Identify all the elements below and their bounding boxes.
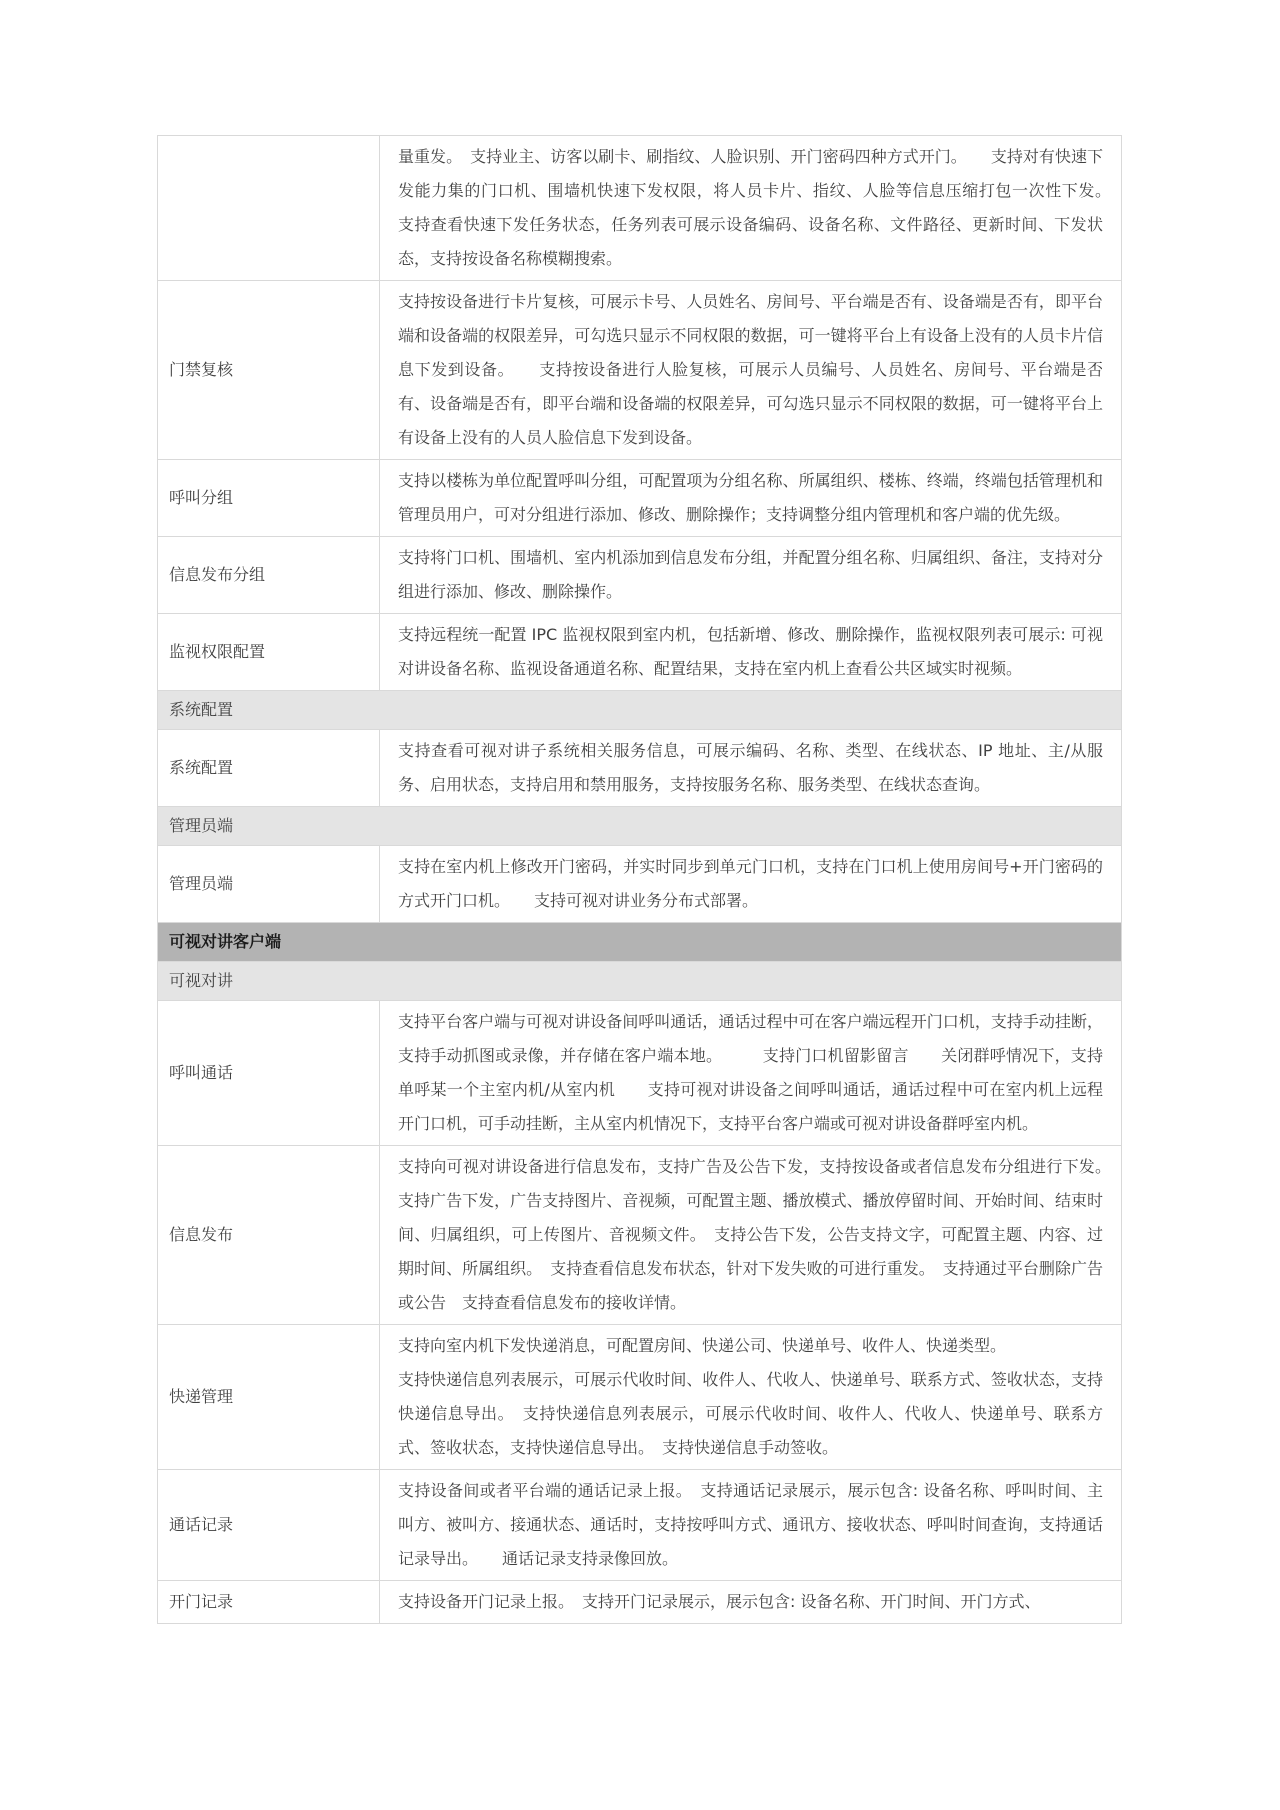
feature-desc-paragraph: 支持将门口机、围墙机、室内机添加到信息发布分组，并配置分组名称、归属组织、备注，支持对分组进行添加、修改、删除操作。 <box>398 548 1103 601</box>
feature-row <box>158 460 1122 537</box>
feature-row <box>158 1146 1122 1325</box>
feature-desc-paragraph: 支持设备开门记录上报。 支持开门记录展示，展示包含: 设备名称、开门时间、开门方式、 <box>398 1592 1041 1611</box>
feature-row <box>158 537 1122 614</box>
feature-row <box>158 1325 1122 1470</box>
feature-name-cell: 通话记录 <box>158 1470 380 1581</box>
section-header-row <box>158 923 1122 962</box>
feature-name-cell: 门禁复核 <box>158 281 380 460</box>
feature-desc-cell <box>380 537 1122 614</box>
feature-name-cell: 监视权限配置 <box>158 614 380 691</box>
feature-name-cell <box>158 136 380 281</box>
section-header-row <box>158 807 1122 846</box>
section-header-row <box>158 691 1122 730</box>
feature-row <box>158 281 1122 460</box>
feature-desc-cell <box>380 1325 1122 1470</box>
feature-desc-paragraph: 支持设备间或者平台端的通话记录上报。 支持通话记录展示，展示包含: 设备名称、呼叫时间、主叫方、被叫方、接通状态、通话时，支持按呼叫方式、通讯方、接收状态、呼叫时间查询，支持通话记录导出。 通话记录支持录像回放。 <box>398 1481 1103 1568</box>
feature-row <box>158 136 1122 281</box>
feature-row <box>158 1581 1122 1624</box>
feature-name-cell: 系统配置 <box>158 730 380 807</box>
feature-row <box>158 730 1122 807</box>
feature-row <box>158 1470 1122 1581</box>
feature-desc-cell <box>380 730 1122 807</box>
section-header-row <box>158 962 1122 1001</box>
feature-row <box>158 614 1122 691</box>
feature-desc-paragraph: 支持远程统一配置 IPC 监视权限到室内机，包括新增、修改、删除操作，监视权限列表可展示: 可视对讲设备名称、监视设备通道名称、配置结果，支持在室内机上查看公共区域实时视频。 <box>398 625 1103 678</box>
section-sub-header-cell: 管理员端 <box>158 807 1122 846</box>
feature-desc-paragraph: 支持在室内机上修改开门密码，并实时同步到单元门口机，支持在门口机上使用房间号+开门密码的方式开门口机。 支持可视对讲业务分布式部署。 <box>398 857 1103 910</box>
feature-desc-paragraph: 支持快递信息列表展示，可展示代收时间、收件人、代收人、快递单号、联系方式、签收状态，支持快递信息导出。 支持快递信息列表展示，可展示代收时间、收件人、代收人、快递单号、联系方式、签收状态，支持快递信息导出。 支持快递信息手动签收。 <box>398 1370 1103 1457</box>
section-sub-header-cell: 系统配置 <box>158 691 1122 730</box>
feature-desc-cell <box>380 1581 1122 1624</box>
feature-desc-cell <box>380 136 1122 281</box>
feature-desc-cell <box>380 1470 1122 1581</box>
feature-row <box>158 846 1122 923</box>
feature-desc-paragraph: 量重发。 支持业主、访客以刷卡、刷指纹、人脸识别、开门密码四种方式开门。 支持对有快速下发能力集的门口机、围墙机快速下发权限，将人员卡片、指纹、人脸等信息压缩打包一次性下发。 支持查看快速下发任务状态，任务列表可展示设备编码、设备名称、文件路径、更新时间、下发状态，支持按设备名称模糊搜索。 <box>398 147 1120 268</box>
section-main-header-cell: 可视对讲客户端 <box>158 923 1122 962</box>
feature-desc-cell <box>380 846 1122 923</box>
feature-name-cell: 信息发布分组 <box>158 537 380 614</box>
feature-name-cell: 信息发布 <box>158 1146 380 1325</box>
feature-name-cell: 快递管理 <box>158 1325 380 1470</box>
feature-desc-paragraph: 支持平台客户端与可视对讲设备间呼叫通话，通话过程中可在客户端远程开门口机，支持手动挂断，支持手动抓图或录像，并存储在客户端本地。 支持门口机留影留言 关闭群呼情况下，支持单呼某一个主室内机/从室内机 支持可视对讲设备之间呼叫通话，通话过程中可在室内机上远程开门口机，可手动挂断，主从室内机情况下，支持平台客户端或可视对讲设备群呼室内机。 <box>398 1012 1103 1133</box>
feature-desc-paragraph: 支持向可视对讲设备进行信息发布，支持广告及公告下发，支持按设备或者信息发布分组进行下发。 支持广告下发，广告支持图片、音视频，可配置主题、播放模式、播放停留时间、开始时间、结束时间、归属组织，可上传图片、音视频文件。 支持公告下发，公告支持文字，可配置主题、内容、过期时间、所属组织。 支持查看信息发布状态，针对下发失败的可进行重发。 支持通过平台删除广告或公告 支持查看信息发布的接收详情。 <box>398 1157 1136 1312</box>
feature-desc-cell <box>380 460 1122 537</box>
feature-desc-cell <box>380 281 1122 460</box>
feature-desc-paragraph: 支持按设备进行卡片复核，可展示卡号、人员姓名、房间号、平台端是否有、设备端是否有，即平台端和设备端的权限差异，可勾选只显示不同权限的数据，可一键将平台上有设备上没有的人员卡片信息下发到设备。 支持按设备进行人脸复核，可展示人员编号、人员姓名、房间号、平台端是否有、设备端是否有，即平台端和设备端的权限差异，可勾选只显示不同权限的数据，可一键将平台上有设备上没有的人员人脸信息下发到设备。 <box>398 292 1103 447</box>
feature-desc-cell <box>380 1001 1122 1146</box>
feature-name-cell: 呼叫分组 <box>158 460 380 537</box>
feature-desc-paragraph: 支持查看可视对讲子系统相关服务信息，可展示编码、名称、类型、在线状态、IP 地址、主/从服务、启用状态，支持启用和禁用服务，支持按服务名称、服务类型、在线状态查询。 <box>398 741 1103 794</box>
feature-table-body <box>158 136 1136 1624</box>
feature-spec-table <box>157 135 1136 1624</box>
feature-desc-cell <box>380 1146 1136 1325</box>
feature-name-cell: 管理员端 <box>158 846 380 923</box>
feature-desc-paragraph: 支持以楼栋为单位配置呼叫分组，可配置项为分组名称、所属组织、楼栋、终端，终端包括管理机和管理员用户，可对分组进行添加、修改、删除操作；支持调整分组内管理机和客户端的优先级。 <box>398 471 1103 524</box>
feature-row <box>158 1001 1122 1146</box>
section-sub-header-cell: 可视对讲 <box>158 962 1122 1001</box>
feature-desc-cell <box>380 614 1122 691</box>
feature-name-cell: 呼叫通话 <box>158 1001 380 1146</box>
feature-desc-paragraph: 支持向室内机下发快递消息，可配置房间、快递公司、快递单号、收件人、快递类型。 <box>398 1336 1007 1355</box>
feature-name-cell: 开门记录 <box>158 1581 380 1624</box>
